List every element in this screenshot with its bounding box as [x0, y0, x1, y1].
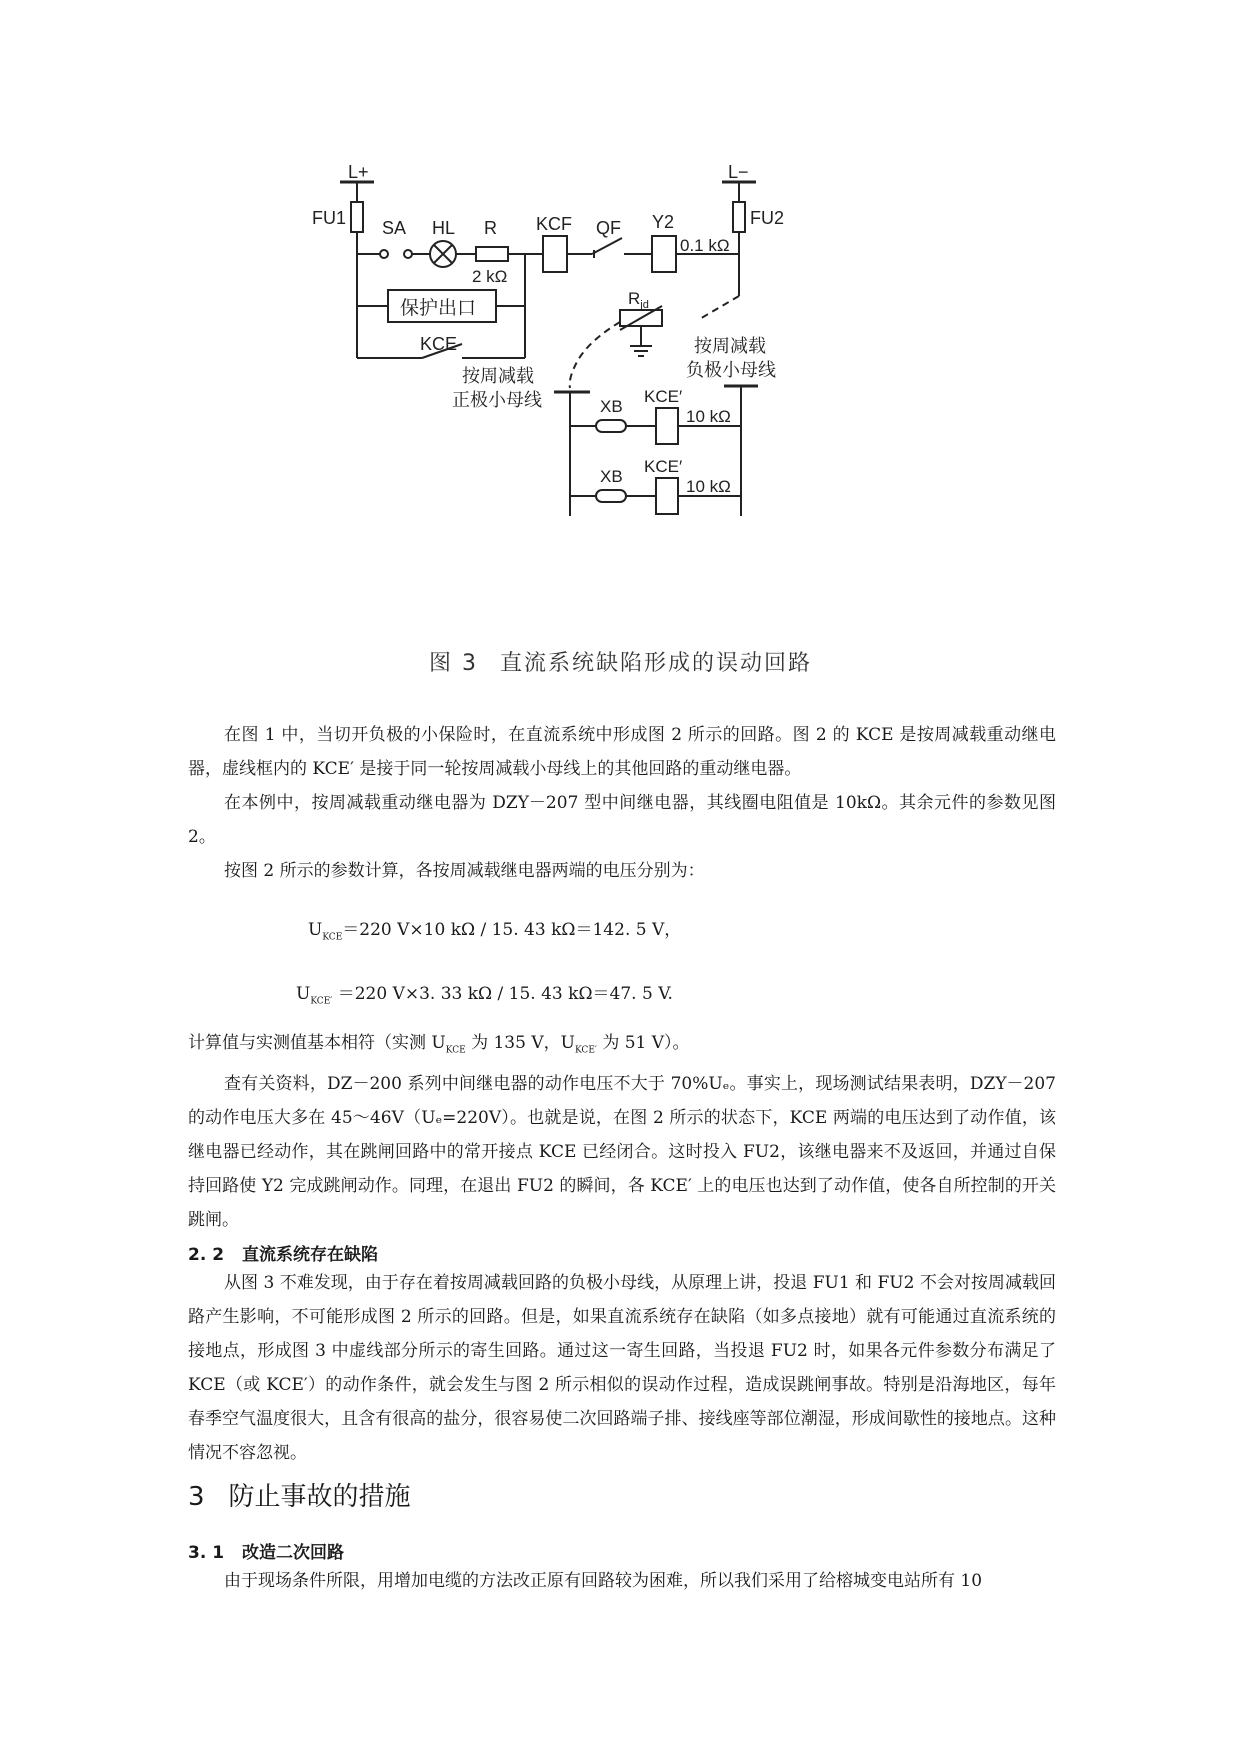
equation-1: $U_{KCE}=220$ V×10 kΩ / 15. 43 kΩ＝142. 5 V，: [308, 920, 682, 943]
paragraph-4: 计算值与实测值基本相符（实测 $U_{KCE}$ 为 135 V，$U_{KCE'}$ 为 51 V）。: [188, 1033, 690, 1056]
paragraph-7: 由于现场条件所限，用增加电缆的方法改正原有回路较为困难，所以我们采用了给榕城变电站所有 10: [224, 1571, 983, 1591]
paragraph-5: 查有关资料，DZ－200 系列中间继电器的动作电压不大于 70%Uₑ。事实上，现场测试结果表明，DZY－207 的动作电压大多在 45～46V（Uₑ=220V）。也就是说，在图 2 所示的状态下，KCE 两端的电压达到了动作值，该继电器已经动作，其在跳闸回路中的常开接点 KCE 已经闭合。这时投入 FU2，该继电器来不及返回，并通过自保持回路使 Y2 完成跳闸动作。同理，在退出 FU2 的瞬间，各 KCE′ 上的电压也达到了动作值，使各自所控制的开关跳闸。: [188, 1074, 1056, 1231]
fu1-label: FU1: [312, 208, 347, 228]
xb2-label: XB: [600, 467, 623, 486]
kcf-label: KCF: [536, 214, 572, 234]
section-3-1-heading: 3. 1 改造二次回路: [188, 1543, 345, 1563]
paragraph-2: 在本例中，按周减载重动继电器为 DZY－207 型中间继电器，其线圈电阻值是 10kΩ。其余元件的参数见图 2。: [188, 793, 1056, 847]
qf-label: QF: [596, 218, 621, 238]
r-label: R: [484, 218, 497, 238]
negative-bus-label-1: 按周减载: [694, 336, 766, 356]
kce1-label: KCE′: [644, 387, 683, 406]
l-minus-label: L−: [728, 162, 749, 182]
circuit-diagram: [312, 162, 900, 590]
section-3-heading: 3 防止事故的措施: [188, 1482, 411, 1512]
xb1-label: XB: [600, 397, 623, 416]
kce-label: KCE: [420, 334, 458, 354]
kce2-label: KCE′: [644, 457, 683, 476]
positive-bus-label-2: 正极小母线: [452, 390, 542, 410]
body-block-4: [188, 1564, 1056, 1598]
r2-value: 10 kΩ: [686, 477, 731, 496]
body-block-1: [188, 718, 1056, 888]
body-block-2: [188, 1026, 1056, 1237]
paragraph-3: 按图 2 所示的参数计算，各按周减载继电器两端的电压分别为：: [224, 861, 705, 881]
section-2-2-heading: 2. 2 直流系统存在缺陷: [188, 1245, 379, 1265]
r1-value: 10 kΩ: [686, 407, 731, 426]
figure-caption-number: 图 3: [428, 651, 478, 676]
positive-bus-label-1: 按周减载: [462, 366, 534, 386]
fu2-label: FU2: [750, 208, 785, 228]
sa-label: SA: [382, 218, 407, 238]
protection-output-label: 保护出口: [400, 298, 477, 319]
y2-label: Y2: [652, 212, 675, 232]
paragraph-6: 从图 3 不难发现，由于存在着按周减载回路的负极小母线，从原理上讲，投退 FU1 和 FU2 不会对按周减载回路产生影响，不可能形成图 2 所示的回路。但是，如果直流系统存在缺陷（如多点接地）就有可能通过直流系统的接地点，形成图 3 中虚线部分所示的寄生回路。通过这一寄生回路，当投退 FU2 时，如果各元件参数分布满足了 KCE（或 KCE′）的动作条件，就会发生与图 2 所示相似的误动作过程，造成误跳闸事故。特别是沿海地区，每年春季空气温度很大，且含有很高的盐分，很容易使二次回路端子排、接线座等部位潮湿，形成间歇性的接地点。这种情况不容忽视。: [188, 1273, 1056, 1463]
figure-caption: [0, 646, 1241, 677]
figure-caption-text: 直流系统缺陷形成的误动回路: [499, 651, 812, 676]
r-value: 2 kΩ: [472, 267, 508, 286]
y2-value: 0.1 kΩ: [680, 236, 730, 255]
paragraph-1: 在图 1 中，当切开负极的小保险时，在直流系统中形成图 2 所示的回路。图 2 的 KCE 是按周减载重动继电器，虚线框内的 KCE′ 是接于同一轮按周减载小母线上的其他回路的重动继电器。: [188, 725, 1056, 779]
rjd-label: $R_{jd}$: [628, 289, 649, 311]
negative-bus-label-2: 负极小母线: [686, 360, 776, 380]
l-plus-label: L+: [348, 162, 369, 182]
equation-2: $U_{KCE'} =220$ V×3. 33 kΩ / 15. 43 kΩ＝47. 5 V.: [296, 984, 673, 1007]
hl-label: HL: [432, 218, 456, 238]
body-block-3: [188, 1266, 1056, 1470]
